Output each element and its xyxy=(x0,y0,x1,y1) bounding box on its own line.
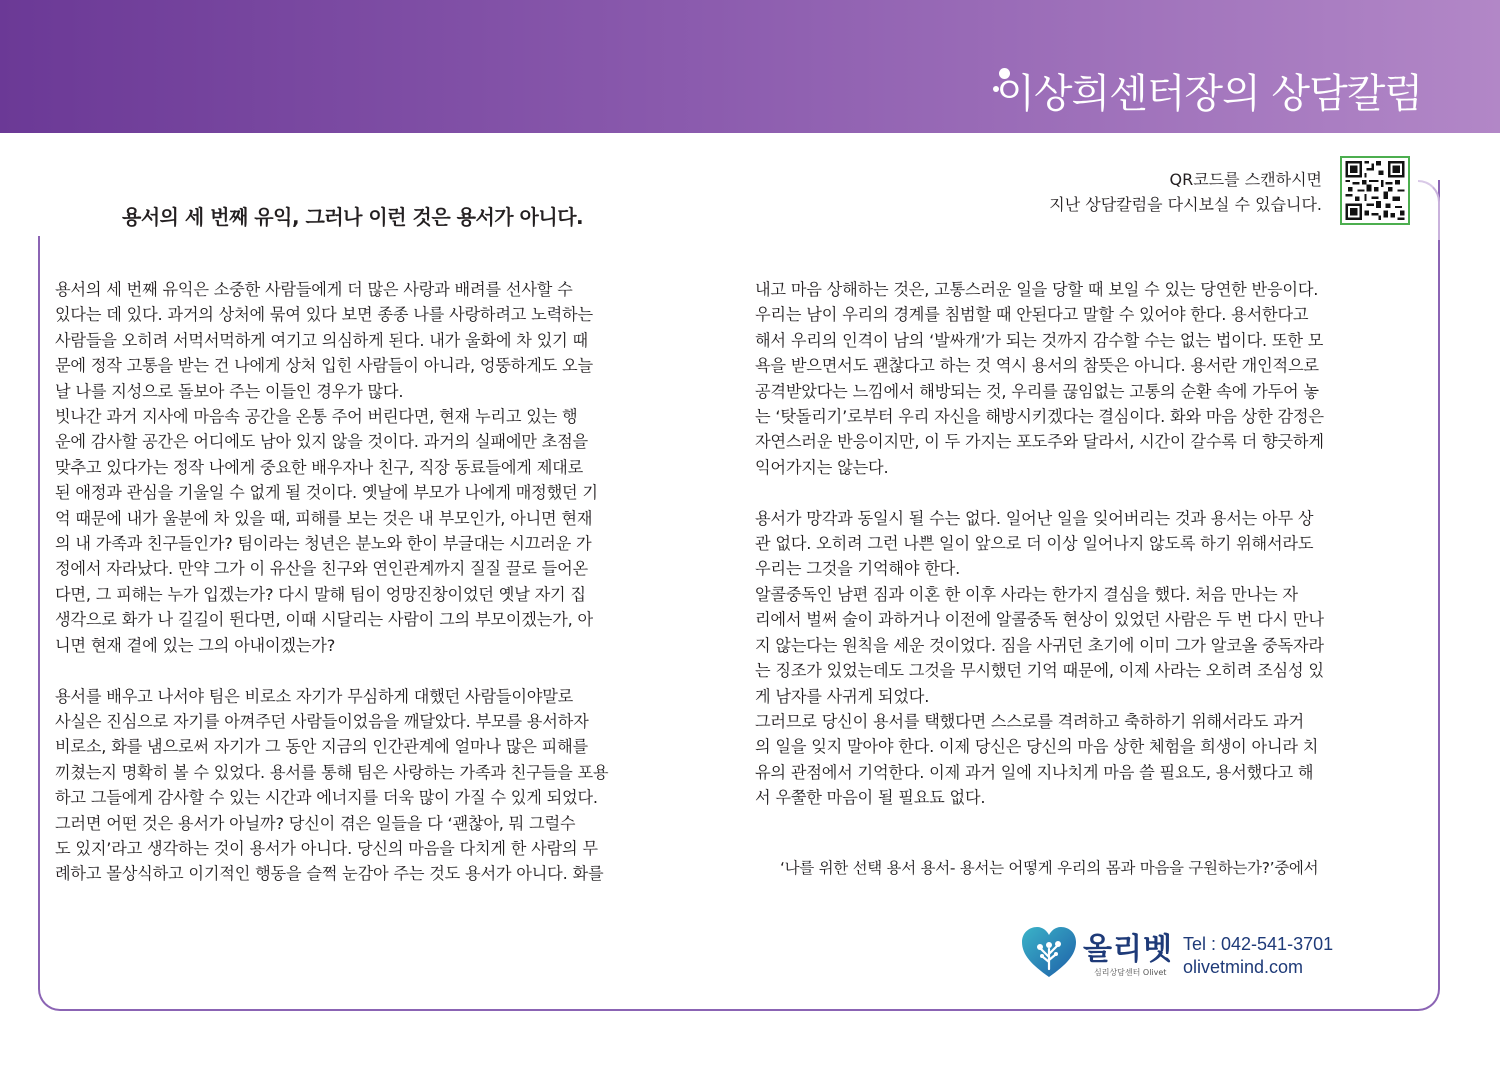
text-line: 문에 정작 고통을 받는 건 나에게 상처 입힌 사람들이 아니라, 엉뚱하게도 오늘 xyxy=(55,356,593,376)
text-line: 생각으로 화가 나 길길이 뛴다면, 이때 시달리는 사람이 그의 부모이겠는가, 아 xyxy=(55,610,593,630)
text-line: 자연스러운 반응이지만, 이 두 가지는 포도주와 달라서, 시간이 갈수록 더 향긋하게 xyxy=(755,432,1324,452)
text-line: 유의 관점에서 기억한다. 이제 과거 일에 지나치게 마음 쓸 필요도, 용서했다고 해 xyxy=(755,762,1314,782)
text-line: 그러면 어떤 것은 용서가 아닐까? 당신이 겪은 일들을 다 ‘괜찮아, 뭐 그럴수 xyxy=(55,813,576,833)
text-line: 맞추고 있다가는 정작 나에게 중요한 배우자나 친구, 직장 동료들에게 제대로 xyxy=(55,457,584,477)
text-line: 된 애정과 관심을 기울일 수 없게 될 것이다. 옛날에 부모가 나에게 매정했던 기 xyxy=(55,483,598,503)
qr-line-2: 지난 상담칼럼을 다시보실 수 있습니다. xyxy=(1049,195,1322,214)
qr-line-1: QR코드를 스캔하시면 xyxy=(1169,170,1322,189)
text-line: 는 징조가 있었는데도 그것을 무시했던 기억 때문에, 이제 사라는 오히려 조심성 있 xyxy=(755,661,1324,681)
text-line: 공격받았다는 느낌에서 해방되는 것, 우리를 끊임없는 고통의 순환 속에 가두어 놓 xyxy=(755,381,1319,401)
heart-tree-logo-icon xyxy=(1022,927,1076,979)
text-line: 다면, 그 피해는 누가 입겠는가? 다시 말해 팀이 엉망진창이었던 옛날 자기 집 xyxy=(55,584,586,604)
text-line: 관 없다. 오히려 그런 나쁜 일이 앞으로 더 이상 일어나지 않도록 하기 위해서라도 xyxy=(755,534,1314,554)
text-line: 의 내 가족과 친구들인가? 팀이라는 청년은 분노와 한이 부글대는 시끄러운 가 xyxy=(55,534,592,554)
text-line: 욕을 받으면서도 괜찮다고 하는 것 역시 용서의 참뜻은 아니다. 용서란 개인적으로 xyxy=(755,356,1319,376)
text-line: 사실은 진심으로 자기를 아껴주던 사람들이었음을 깨달았다. 부모를 용서하자 xyxy=(55,711,589,731)
brand-subtitle: 심리상담센터 Olivet xyxy=(1094,968,1167,977)
text-line: 우리는 남이 우리의 경계를 침범할 때 안된다고 말할 수 있어야 한다. 용서한다고 xyxy=(755,305,1309,325)
text-line: 례하고 몰상식하고 이기적인 행동을 슬쩍 눈감아 주는 것도 용서가 아니다. 화를 xyxy=(55,864,604,884)
text-line: 해서 우리의 인격이 남의 ‘발싸개’가 되는 것까지 감수할 수는 없는 법이다. 또한 모 xyxy=(755,330,1324,350)
text-line xyxy=(55,658,721,683)
text-line: 알콜중독인 남편 짐과 이혼 한 이후 사라는 한가지 결심을 했다. 처음 만나는 자 xyxy=(755,584,1298,604)
qr-instructions xyxy=(1049,167,1322,217)
text-line: 는 ‘탓돌리기’로부터 우리 자신을 해방시키겠다는 결심이다. 화와 마음 상한 감정은 xyxy=(755,407,1324,427)
text-line: 끼쳤는지 명확히 볼 수 있었다. 용서를 통해 팀은 사랑하는 가족과 친구들을 포용 xyxy=(55,762,609,782)
text-line: 니면 현재 곁에 있는 그의 아내이겠는가? xyxy=(55,635,336,655)
telephone: Tel : 042-541-3701 xyxy=(1183,934,1334,954)
text-line: 서 우쭐한 마음이 될 필요됴 없다. xyxy=(755,788,986,808)
text-line: 하고 그들에게 감사할 수 있는 시간과 에너지를 더욱 많이 가질 수 있게 되었다. xyxy=(55,788,598,808)
text-line: 익어가지는 않는다. xyxy=(755,457,889,477)
text-line: 정에서 자라났다. 만약 그가 이 유산을 친구와 연인관계까지 질질 끌로 들어온 xyxy=(55,559,588,579)
article-title: 용서의 세 번째 유익, 그러나 이런 것은 용서가 아니다. xyxy=(122,205,584,229)
text-line: 날 나를 지성으로 돌보아 주는 이들인 경우가 많다. xyxy=(55,381,404,401)
text-line: 빗나간 과거 지사에 마음속 공간을 온통 주어 버린다면, 현재 누리고 있는 행 xyxy=(55,407,578,427)
brand-name: 올리벳 xyxy=(1083,932,1173,967)
article-column-left xyxy=(55,277,721,887)
text-line: 있다는 데 있다. 과거의 상처에 묶여 있다 보면 종종 나를 사랑하려고 노력하는 xyxy=(55,305,593,325)
text-line: 지 않는다는 원칙을 세운 것이었다. 짐을 사귀던 초기에 이미 그가 알코올 중독자라 xyxy=(755,635,1324,655)
text-line: 비로소, 화를 냄으로써 자기가 그 동안 지금의 인간관계에 얼마나 많은 피해를 xyxy=(55,737,588,757)
article-column-right xyxy=(755,277,1421,811)
column-series-title: 이상희센터장의 상담칼럼 xyxy=(996,71,1422,117)
contact-info xyxy=(1183,933,1333,979)
text-line: 우리는 그것을 기억해야 한다. xyxy=(755,559,961,579)
text-line: 의 일을 잊지 말아야 한다. 이제 당신은 당신의 마음 상한 체험을 희생이 아니라 치 xyxy=(755,737,1319,757)
text-line xyxy=(755,480,1421,505)
text-line: 리에서 벌써 술이 과하거나 이전에 알콜중독 현상이 있었던 사람은 두 번 다시 만나 xyxy=(755,610,1324,630)
text-line: 억 때문에 내가 울분에 차 있을 때, 피해를 보는 것은 내 부모인가, 아니면 현재 xyxy=(55,508,593,528)
text-line: 도 있지’라고 생각하는 것이 용서가 아니다. 당신의 마음을 다치게 한 사람의 무 xyxy=(55,838,598,858)
text-line: 사람들을 오히려 서먹서먹하게 여기고 의심하게 된다. 내가 울화에 차 있기 때 xyxy=(55,330,588,350)
text-line: 용서의 세 번째 유익은 소중한 사람들에게 더 많은 사랑과 배려를 선사할 수 xyxy=(55,280,573,299)
text-line: 용서를 배우고 나서야 팀은 비로소 자기가 무심하게 대했던 사람들이야말로 xyxy=(55,686,574,706)
text-line: 그러므로 당신이 용서를 택했다면 스스로를 격려하고 축하하기 위해서라도 과거 xyxy=(755,711,1304,731)
text-line: 내고 마음 상해하는 것은, 고통스러운 일을 당할 때 보일 수 있는 당연한 반응이다. xyxy=(755,280,1319,299)
qr-code-icon[interactable] xyxy=(1340,156,1410,225)
text-line: 게 남자를 사귀게 되었다. xyxy=(755,686,930,706)
header-band xyxy=(0,0,1500,133)
text-line: 용서가 망각과 동일시 될 수는 없다. 일어난 일을 잊어버리는 것과 용서는 아무 상 xyxy=(755,508,1314,528)
source-citation: ‘나를 위한 선택 용서 용서- 용서는 어떻게 우리의 몸과 마음을 구원하는가?’중에서 xyxy=(780,859,1319,877)
qr-code-graphic xyxy=(1345,161,1405,220)
text-line: 운에 감사할 공간은 어디에도 남아 있지 않을 것이다. 과거의 실패에만 초점을 xyxy=(55,432,588,452)
website-link[interactable]: olivetmind.com xyxy=(1183,957,1304,977)
